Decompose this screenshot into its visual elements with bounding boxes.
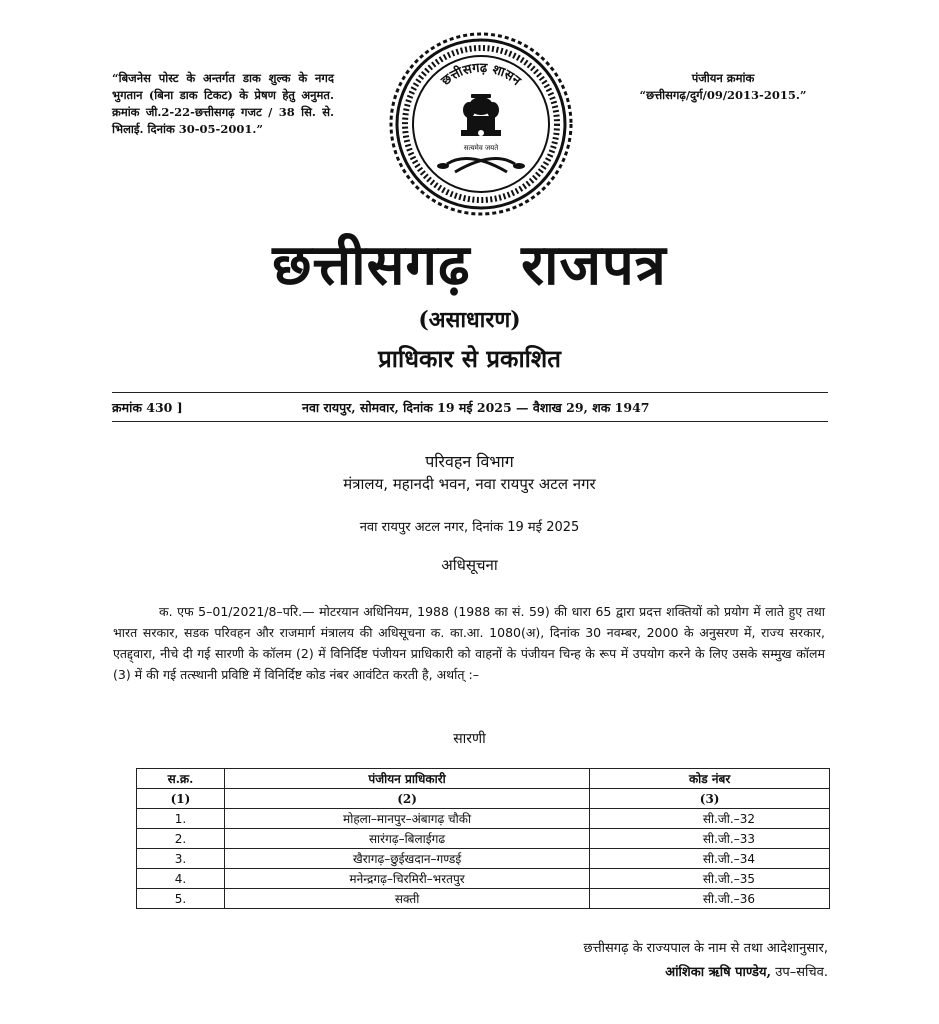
header-serial: स.क्र. [137,769,225,789]
serial-cell: 2. [137,829,225,849]
serial-cell: 1. [137,809,225,829]
issue-number: क्रमांक 430 ] [112,400,183,415]
registration-number: “छत्तीसगढ़/दुर्ग/09/2013-2015.” [639,88,807,102]
table-row [137,889,830,909]
signatory-designation: उप–सचिव. [775,965,828,980]
notification-paragraph: क. एफ 5–01/2021/8–परि.— मोटरयान अधिनियम, 1988 (1988 का सं. 59) की धारा 65 द्वारा प्रदत्त शक्तियों को प्रयोग में लाते हुए तथा भारत सरकार, सडक परिवहन और राजमार्ग मंत्रालय की अधिसूचना क. का.आ. 1080(अ), दिनांक 30 नवम्बर, 2000 के अनुसरण में, राज्य सरकार, एतद्द्वारा, नीचे दी गई सारणी के कॉलम (2) में विनिर्दिष्ट पंजीयन प्राधिकारी को वाहनों के पंजीयन चिन्ह के रूप में उपयोग करने के लिए उसके सम्मुख कॉलम (3) में की गई तत्स्थानी प्रविष्टि में विनिर्दिष्ट कोड नंबर आवंटित करती है, अर्थात् :– [113,604,825,682]
signatory-name: आंशिका ऋषि पाण्डेय, [665,965,772,980]
issue-date: नवा रायपुर, सोमवार, दिनांक 19 मई 2025 — वैशाख 29, शक 1947 [302,400,650,415]
state-emblem-icon [389,32,573,216]
col-number-3: (3) [590,789,830,809]
header-rule-bottom [112,421,828,422]
ministry-address: मंत्रालय, महानदी भवन, नवा रायपुर अटल नगर [343,475,596,493]
code-cell: सी.जी.–36 [590,889,830,909]
col-number-2: (2) [224,789,589,809]
gazette-authority-line: प्राधिकार से प्रकाशित [378,344,561,373]
authority-cell: मोहला–मानपुर–अंबागढ़ चौकी [224,809,589,829]
serial-cell: 3. [137,849,225,869]
header-authority: पंजीयन प्राधिकारी [224,769,589,789]
department-name: परिवहन विभाग [425,452,514,471]
notification-heading: अधिसूचना [441,556,498,574]
registration-note [612,70,834,104]
serial-cell: 5. [137,889,225,909]
signature-authority-line: छत्तीसगढ़ के राज्यपाल के नाम से तथा आदेशानुसार, [583,941,828,956]
emblem-motto: सत्यमेव जयते [463,144,499,152]
header-code: कोड नंबर [590,769,830,789]
authority-cell: मनेन्द्रगढ़–चिरमिरी–भरतपुर [224,869,589,889]
notification-date: नवा रायपुर अटल नगर, दिनांक 19 मई 2025 [359,520,580,535]
emblem-top-text: छत्तीसगढ़ शासन [438,60,524,89]
table-row [137,869,830,889]
serial-cell: 4. [137,869,225,889]
signature-block [300,962,828,980]
svg-text:छत्तीसगढ़ शासन [438,61,524,90]
table-row [137,829,830,849]
code-cell: सी.जी.–32 [590,809,830,829]
postal-permit-note: “बिजनेस पोस्ट के अन्तर्गत डाक शुल्क के नगद भुगतान (बिना डाक टिकट) के प्रेषण हेतु अनुमत. क्रमांक जी.2-22-छत्तीसगढ़ गजट / 38 सि. से. भिलाई. दिनांक 30-05-2001.” [112,71,334,136]
table-row [137,809,830,829]
col-number-1: (1) [137,789,225,809]
gazette-title: छत्तीसगढ़ राजपत्र [272,233,667,298]
gazette-subtitle: (असाधारण) [418,307,521,333]
registration-label: पंजीयन क्रमांक [691,71,755,85]
table-row [137,849,830,869]
schedule-table [136,768,830,909]
code-cell: सी.जी.–33 [590,829,830,849]
code-cell: सी.जी.–35 [590,869,830,889]
authority-cell: खैरागढ़–छुईखदान–गण्डई [224,849,589,869]
authority-cell: सक्ती [224,889,589,909]
authority-cell: सारंगढ़–बिलाईगढ [224,829,589,849]
table-caption: सारणी [453,731,486,747]
table-column-number-row [137,789,830,809]
code-cell: सी.जी.–34 [590,849,830,869]
header-rule-top [112,392,828,393]
table-header-row [137,769,830,789]
